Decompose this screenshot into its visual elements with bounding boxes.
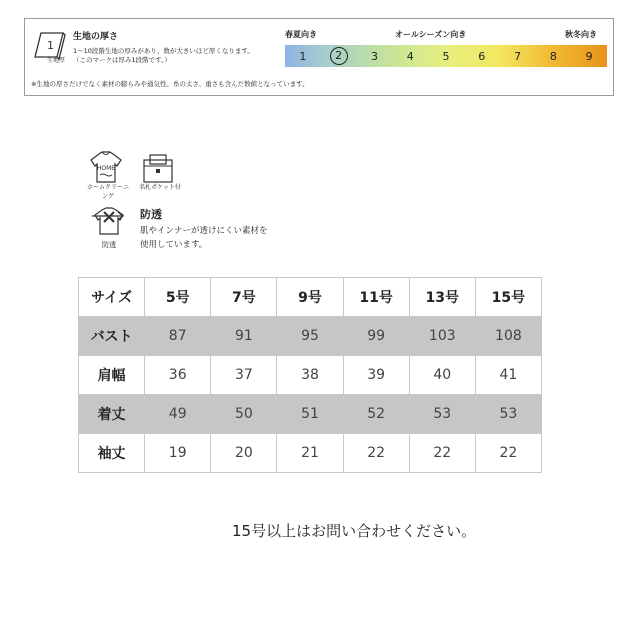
table-cell: 37	[211, 356, 277, 395]
table-cell: 53	[409, 395, 475, 434]
size-header-cell: 9号	[277, 278, 343, 317]
home-cleaning-label: ホームクリーニング	[86, 184, 129, 200]
size-header-cell: 13号	[409, 278, 475, 317]
scale-step: 9	[585, 49, 593, 63]
scale-step: 1	[299, 49, 307, 63]
scale-step: 5	[442, 49, 450, 63]
size-header-cell: 5号	[145, 278, 211, 317]
season-autumn-winter-label: 秋冬向き	[565, 30, 597, 39]
fabric-thickness-desc-line2: （このマークは厚み1段階です。）	[73, 56, 171, 64]
row-label: バスト	[79, 317, 145, 356]
table-cell: 87	[145, 317, 211, 356]
fabric-thickness-panel	[24, 18, 614, 96]
fabric-thickness-title: 生地の厚さ	[73, 32, 119, 42]
name-tag-pocket-icon	[140, 152, 176, 184]
scale-step: 7	[514, 49, 522, 63]
table-cell: 108	[475, 317, 541, 356]
table-cell: 20	[211, 434, 277, 473]
scale-step-selected: 2	[321, 45, 357, 67]
anti-sheer-icon-label: 防透	[102, 241, 116, 249]
table-row	[79, 317, 542, 356]
table-cell: 38	[277, 356, 343, 395]
table-cell: 19	[145, 434, 211, 473]
fabric-thickness-icon-label: 生地厚	[46, 57, 65, 64]
table-cell: 99	[343, 317, 409, 356]
scale-step: 6	[478, 49, 486, 63]
table-cell: 53	[475, 395, 541, 434]
size-chart-table	[78, 277, 542, 473]
season-spring-summer-label: 春夏向き	[285, 30, 317, 39]
table-cell: 91	[211, 317, 277, 356]
anti-sheer-title: 防透	[140, 208, 162, 221]
anti-sheer-desc-line1: 肌やインナーが透けにくい素材を	[140, 226, 268, 236]
size-header-cell: 7号	[211, 278, 277, 317]
table-cell: 41	[475, 356, 541, 395]
table-cell: 95	[277, 317, 343, 356]
anti-sheer-icon	[92, 206, 126, 236]
size-header-cell: 11号	[343, 278, 409, 317]
scale-step: 3	[370, 49, 378, 63]
table-row	[79, 356, 542, 395]
fabric-thickness-note: ※生地の厚さだけでなく素材の膨らみや通気性、糸の太さ、重さも含んだ数値となっています。	[31, 80, 309, 88]
table-cell: 21	[277, 434, 343, 473]
table-cell: 22	[409, 434, 475, 473]
fabric-thickness-icon-number: 1	[47, 39, 54, 52]
table-row	[79, 434, 542, 473]
table-cell: 22	[343, 434, 409, 473]
size-header-row	[79, 278, 542, 317]
home-cleaning-icon	[88, 150, 124, 186]
scale-step: 8	[549, 49, 557, 63]
thickness-scale-bar	[285, 45, 607, 67]
table-cell: 52	[343, 395, 409, 434]
scale-step: 4	[406, 49, 414, 63]
table-cell: 51	[277, 395, 343, 434]
table-cell: 49	[145, 395, 211, 434]
table-cell: 50	[211, 395, 277, 434]
size-inquiry-note: 15号以上はお問い合わせください。	[232, 522, 477, 540]
fabric-thickness-desc-line1: 1～10段階生地の厚みがあり、数が大きいほど厚くなります。	[73, 47, 254, 55]
row-label: 肩幅	[79, 356, 145, 395]
name-tag-pocket-label: 名札ポケット付	[139, 184, 181, 191]
row-label: 着丈	[79, 395, 145, 434]
size-header-cell: サイズ	[79, 278, 145, 317]
table-cell: 22	[475, 434, 541, 473]
table-cell: 36	[145, 356, 211, 395]
table-row	[79, 395, 542, 434]
size-header-cell: 15号	[475, 278, 541, 317]
row-label: 袖丈	[79, 434, 145, 473]
home-cleaning-icon-word: HOME	[96, 165, 116, 172]
table-cell: 40	[409, 356, 475, 395]
season-all-season-label: オールシーズン向き	[395, 30, 467, 39]
anti-sheer-desc-line2: 使用しています。	[140, 240, 208, 250]
table-cell: 39	[343, 356, 409, 395]
table-cell: 103	[409, 317, 475, 356]
